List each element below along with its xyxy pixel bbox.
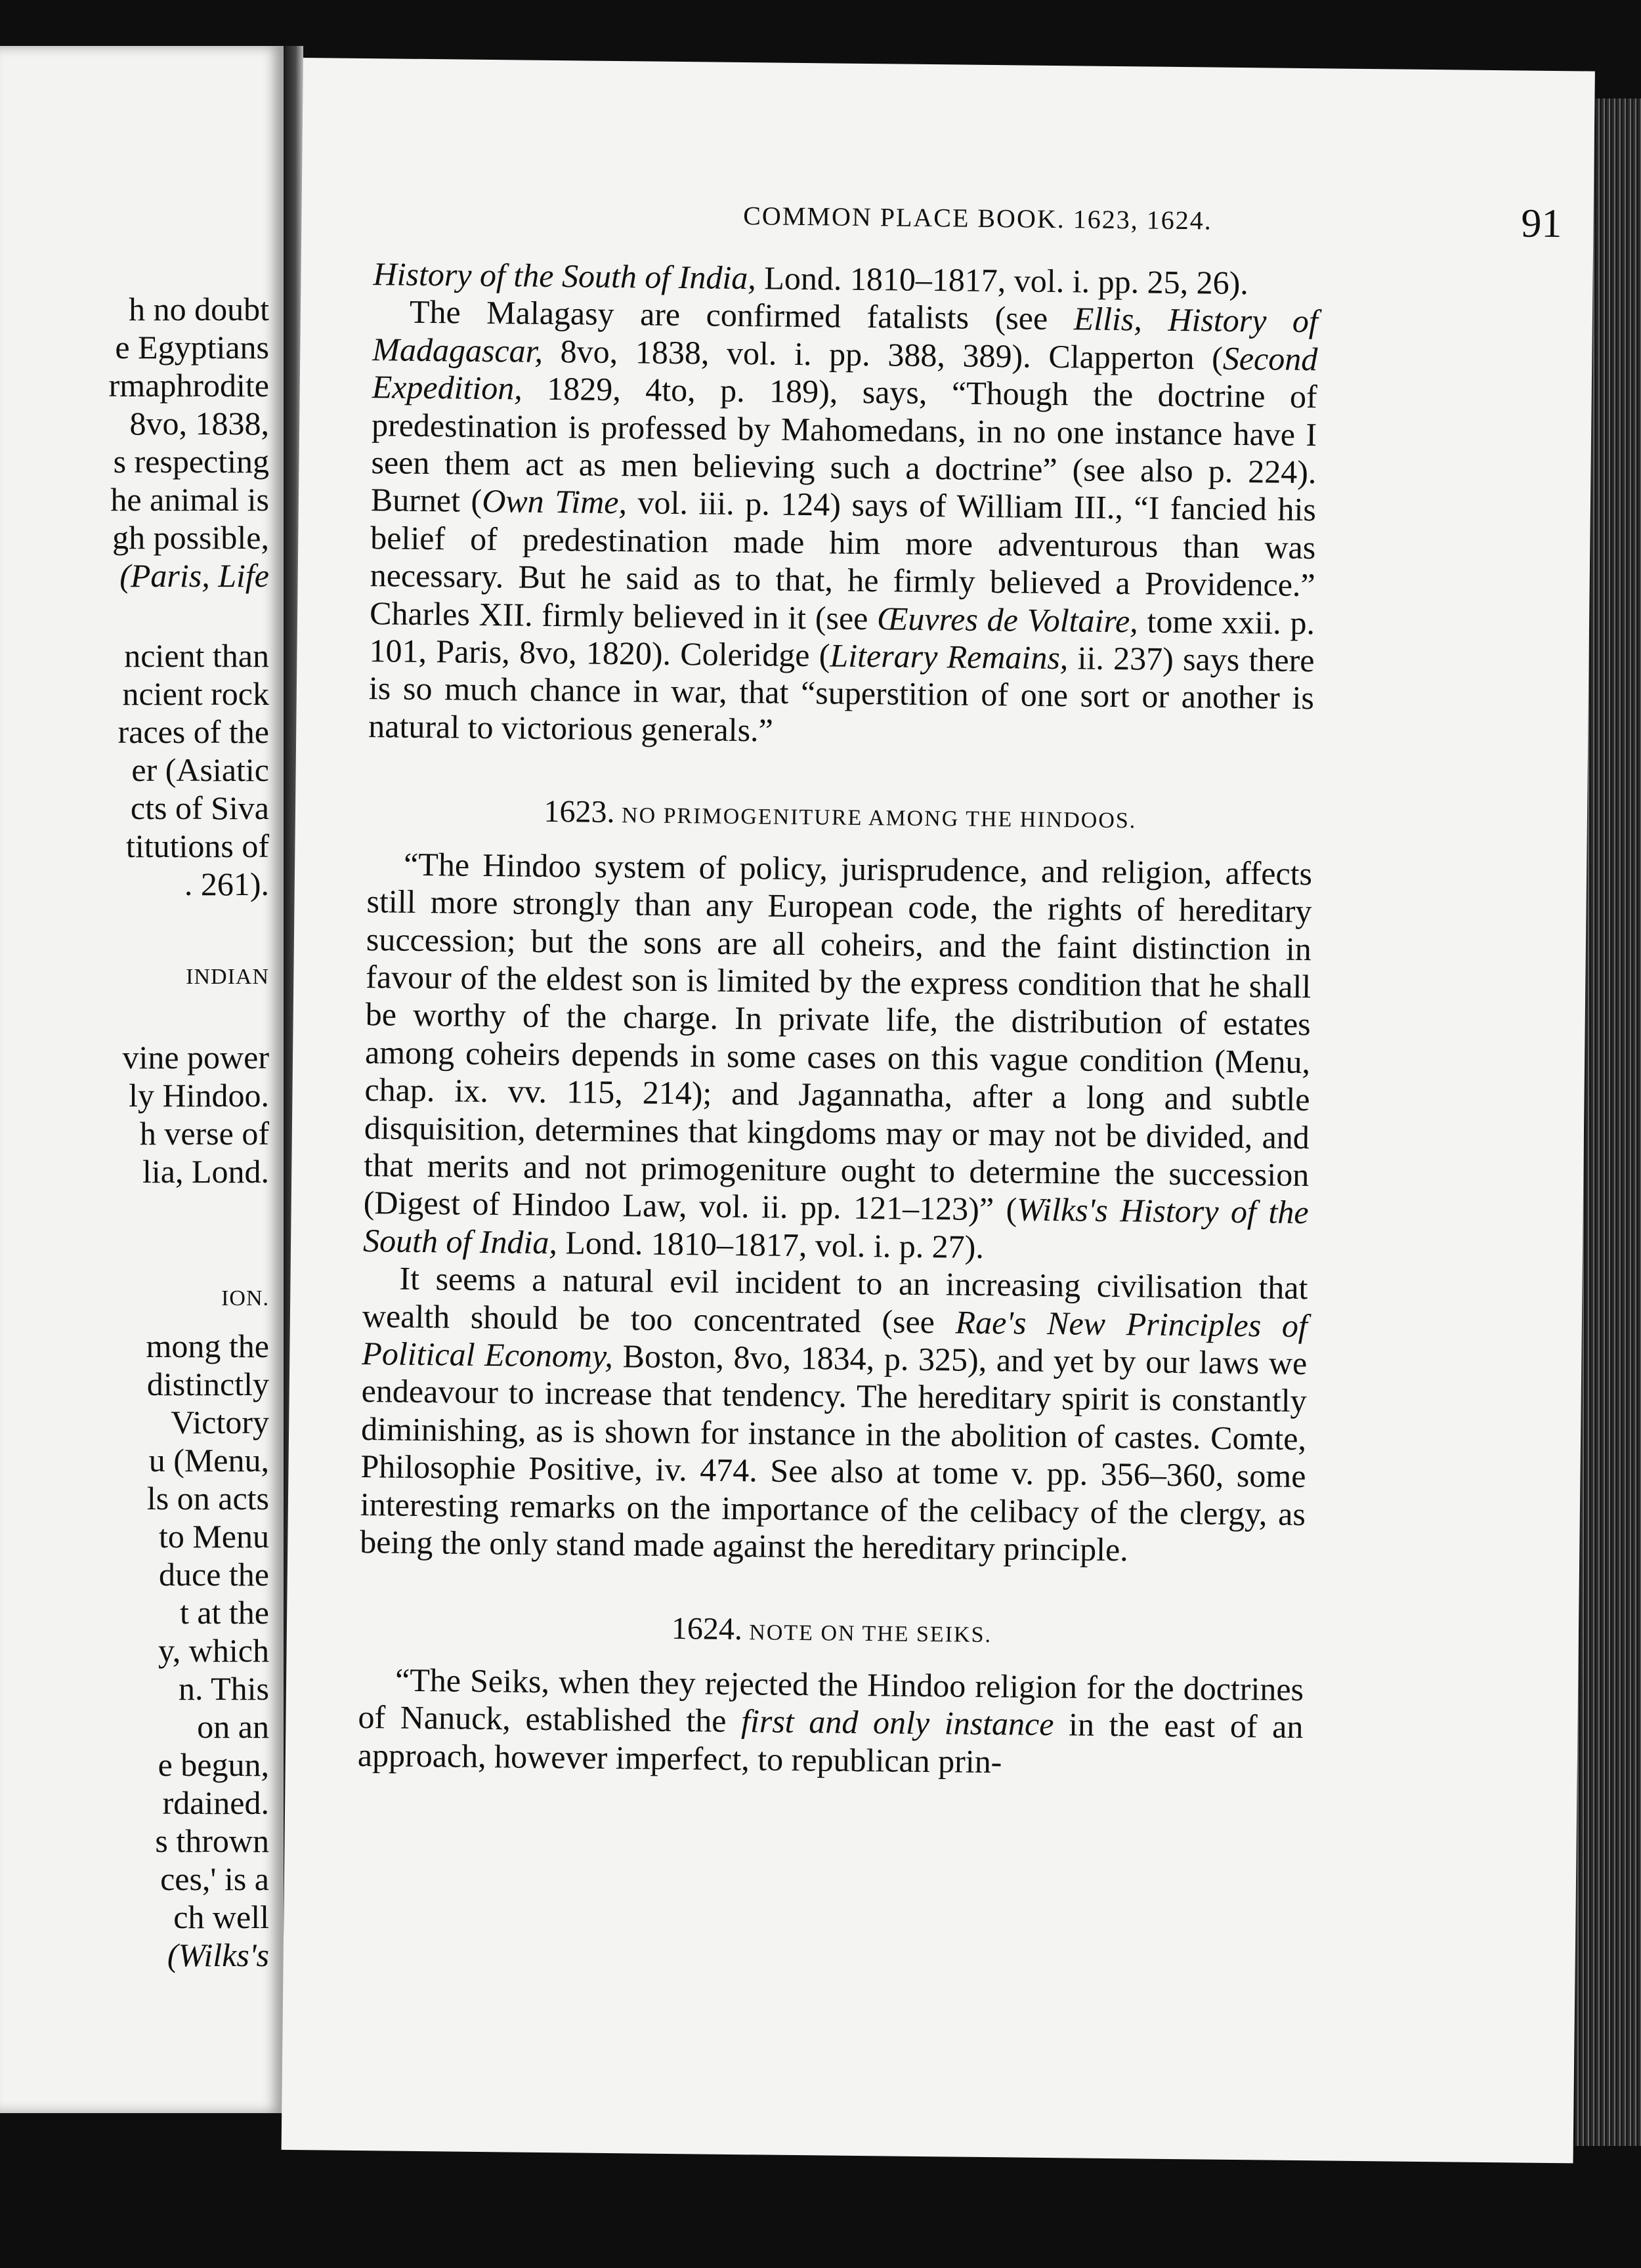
- entry-title: NO PRIMOGENITURE AMONG THE HINDOOS.: [621, 803, 1137, 833]
- left-page-line: distinctly: [146, 1366, 269, 1402]
- left-page-line: (Wilks's: [167, 1937, 269, 1973]
- left-page-line: ces,' is a: [160, 1860, 269, 1897]
- entry-number: 1624.: [671, 1611, 743, 1647]
- main-text: [358, 255, 1319, 1784]
- section-heading-1624: [359, 1606, 1305, 1657]
- left-page-line: e begun,: [158, 1746, 269, 1783]
- left-page-line: n. This: [179, 1670, 269, 1707]
- entry-number: 1623.: [543, 794, 615, 830]
- left-page-line: h verse of: [139, 1115, 269, 1152]
- left-page-line: vine power: [122, 1039, 269, 1076]
- left-page-line: 8vo, 1838,: [129, 405, 269, 442]
- left-page-line: e Egyptians: [115, 329, 269, 366]
- left-page-line: lia, Lond.: [142, 1153, 269, 1190]
- left-page-line: races of the: [117, 713, 269, 750]
- left-page-line: ncient than: [124, 637, 269, 674]
- paragraph: The Malagasy are confirmed fatalists (see Ellis, History of Madagascar, 8vo, 1838, vol. i. pp. 388, 389). Clapperton (Second Expedition, 1829, 4to, p. 189), says, “Though the doctrine of predestination is professed by Mahomedans, in no one instance have I seen them act as men believing such a doctrine” (see also p. 224). Burnet (Own Time, vol. iii. p. 124) says of William III., “I fancied his belief of predestination made him more adventurous than was necessary. But he said as to that, he firmly believed a Providence.” Charles XII. firmly believed in it (see Œuvres de Voltaire, tome xxii. p. 101, Paris, 8vo, 1820). Coleridge (Literary Remains, ii. 237) says there is so much chance in war, that “superstition of one sort or another is natural to victorious generals.”: [368, 293, 1319, 749]
- left-page-line: er (Asiatic: [131, 751, 269, 788]
- right-page: [282, 58, 1595, 2163]
- left-page-line: to Menu: [158, 1518, 269, 1555]
- left-page-line: ncient rock: [122, 675, 269, 712]
- left-page-line: s respecting: [113, 443, 269, 480]
- left-page-line: rdained.: [162, 1784, 269, 1821]
- left-page-line: . 261).: [184, 866, 269, 902]
- left-page-line: Victory: [171, 1404, 269, 1440]
- left-page-line: s thrown: [155, 1822, 269, 1859]
- left-page-line: on an: [197, 1708, 269, 1745]
- paragraph: “The Hindoo system of policy, jurisprudence, and religion, affects still more strongly than any European code, the rights of hereditary succession; but the sons are all coheirs, and the faint distinction in favour of the eldest son is limited by the express condition that he shall be worthy of the charge. In private life, the distribution of estates among coheirs depends in some cases on this vague condition (Menu, chap. ix. vv. 115, 214); and Jagannatha, after a long and subtle disquisition, determines that kingdoms may or may not be divided, and that merits and not primogeniture ought to determine the succession (Digest of Hindoo Law, vol. ii. pp. 121–123)” (Wilks's History of the South of India, Lond. 1810–1817, vol. i. p. 27).: [362, 845, 1313, 1265]
- left-page-line: duce the: [159, 1556, 269, 1593]
- entry-title: NOTE ON THE SEIKS.: [749, 1620, 992, 1648]
- left-page-line: gh possible,: [112, 519, 269, 556]
- left-page-line: mong the: [146, 1328, 269, 1364]
- left-page-line: ly Hindoo.: [129, 1077, 269, 1114]
- left-page-line: ION.: [221, 1286, 269, 1311]
- paragraph: “The Seiks, when they rejected the Hindoo religion for the doctrines of Nanuck, established the first and only instance in the east of an approach, however imperfect, to republican prin-: [357, 1661, 1304, 1780]
- left-page-line: rmaphrodite: [108, 367, 269, 404]
- left-page-line: t at the: [179, 1594, 269, 1631]
- section-heading-1623: [368, 791, 1313, 841]
- left-page-line: u (Menu,: [148, 1442, 269, 1479]
- left-page-line: (Paris, Life: [119, 557, 269, 594]
- left-page-line: INDIAN: [186, 965, 269, 989]
- left-page-line: ls on acts: [146, 1480, 269, 1517]
- left-page-line: he animal is: [110, 481, 269, 518]
- paragraph: It seems a natural evil incident to an increasing civilisation that wealth should be too concentrated (see Rae's New Principles of Political Economy, Boston, 8vo, 1834, p. 325), and yet by our laws we endeavour to increase that tendency. The hereditary spirit is constantly diminishing, as is shown for instance in the abolition of castes. Comte, Philosophie Positive, iv. 474. See also at tome v. pp. 356–360, some interesting remarks on the importance of the celibacy of the clergy, as being the only stand made against the hereditary principle.: [360, 1259, 1308, 1568]
- left-page: [0, 46, 284, 2113]
- left-page-line: titutions of: [125, 828, 269, 864]
- left-page-line: cts of Siva: [130, 789, 269, 826]
- paragraph: History of the South of India, Lond. 1810–1817, vol. i. pp. 25, 26).: [373, 255, 1249, 302]
- running-head: COMMON PLACE BOOK. 1623, 1624.: [743, 201, 1212, 236]
- page-number: 91: [1521, 201, 1562, 247]
- left-page-line: ch well: [173, 1899, 269, 1935]
- left-page-line: y, which: [158, 1632, 269, 1669]
- left-page-line: h no doubt: [129, 291, 269, 327]
